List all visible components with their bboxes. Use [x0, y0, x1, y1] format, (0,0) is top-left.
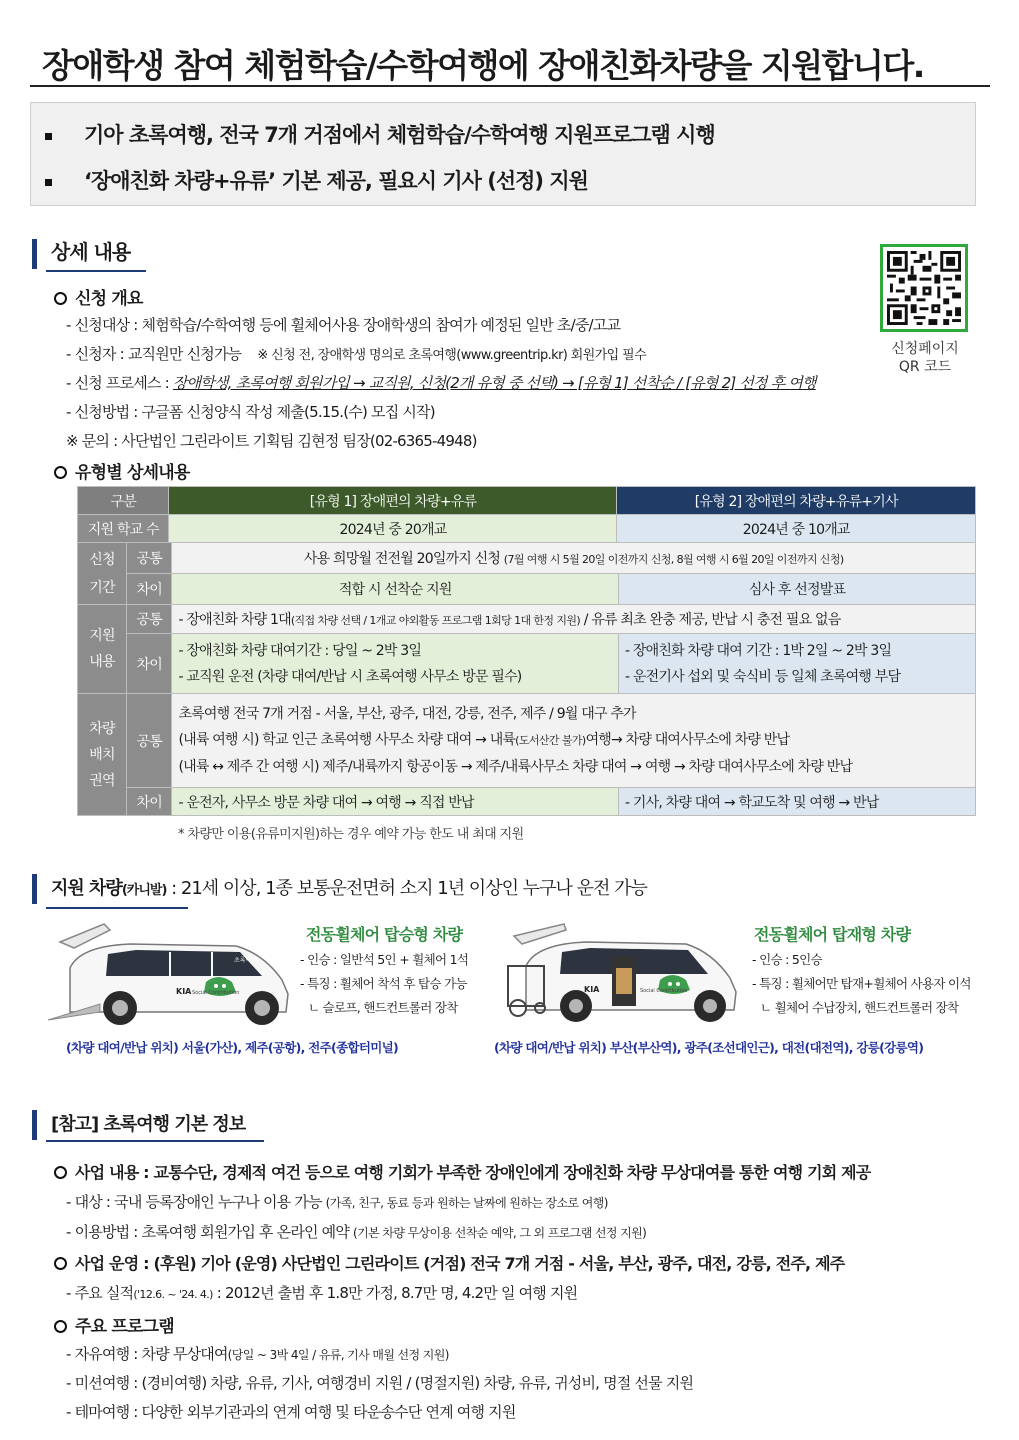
section-bar: [32, 874, 37, 904]
section-underline: [46, 1140, 264, 1142]
program-mission-trip: - 미션여행 : (경비여행) 차량, 유류, 기사, 여행경비 지원 / (명절지원) 차량, 유류, 귀성비, 명절 선물 지원: [66, 1374, 694, 1392]
vehicle-boarding-type-image: [40, 920, 300, 1030]
section-bar: [32, 1110, 37, 1140]
table-row-area-diff: 차이 - 운전자, 사무소 방문 차량 대여 → 여행 → 직접 반납 - 기사, 차량 대여 → 학교도착 및 여행 → 반납: [78, 788, 976, 816]
section-heading-detail: 상세 내용: [32, 236, 130, 269]
apply-contact: ※ 문의 : 사단법인 그린라이트 기획팀 김현정 팀장(02-6365-4948): [66, 432, 477, 450]
type-detail-table-body: [77, 542, 976, 816]
section-underline: [46, 907, 188, 909]
header-type2: [유형 2] 장애편의 차량+유류+기사: [617, 487, 976, 515]
support-label: 지원 내용: [78, 605, 127, 694]
header-type1: [유형 1] 장애편의 차량+유류: [169, 487, 617, 515]
circle-bullet-icon: [54, 1257, 67, 1270]
circle-bullet-icon: [54, 292, 67, 305]
car-brand-text: KIA: [176, 987, 192, 996]
vehicle-loading-type-image: [500, 916, 750, 1026]
summary-item: ‘장애친화 차량+유류’ 기본 제공, 필요시 기사 (선정) 지원: [45, 165, 588, 195]
title-divider: [30, 85, 990, 87]
page-title: 장애학생 참여 체험학습/수학여행에 장애친화차량을 지원합니다.: [42, 46, 924, 85]
type-detail-table: [77, 486, 976, 543]
car-brand-text: KIA: [584, 985, 600, 994]
reference-programs-heading: 주요 프로그램: [54, 1312, 174, 1337]
table-header-row: [78, 487, 976, 515]
reference-business: 사업 내용 : 교통수단, 경제적 여건 등으로 여행 기회가 부족한 장애인에게 장애친화 차량 무상대여를 통한 여행 기회 제공: [54, 1160, 870, 1183]
vehicle1-specs: - 인승 : 일반석 5인 + 휠체어 1석 - 특징 : 휠체어 착석 후 탑승 가능 ㄴ 슬로프, 핸드컨트롤러 장착: [300, 952, 469, 1015]
period-label: 신청 기간: [78, 543, 127, 605]
section-underline: [46, 270, 146, 272]
apply-method: - 신청방법 : 구글폼 신청양식 작성 제출(5.15.(수) 모집 시작): [66, 403, 435, 421]
table-row-period-common: 신청 기간 공통 사용 희망월 전전월 20일까지 신청 (7월 여행 시 5월 20일 이전까지 신청, 8월 여행 시 6월 20일 이전까지 신청): [78, 543, 976, 574]
vehicle2-name: 전동휠체어 탑재형 차량: [754, 925, 911, 944]
car-tag-text: Social Contribution: [192, 990, 240, 996]
qr-caption: 신청페이지 QR 코드: [891, 341, 959, 375]
qr-code[interactable]: [880, 244, 968, 332]
apply-process: - 신청 프로세스 : 장애학생, 초록여행 회원가입 → 교직원, 신청(2개 유형 중 선택) → [유형 1] 선착순 / [유형 2] 선정 후 여행: [66, 374, 816, 392]
reference-usage: - 이용방법 : 초록여행 회원가입 후 온라인 예약 (기본 차량 무상이용 선착순 예약, 그 외 프로그램 선정 지원): [66, 1223, 647, 1241]
circle-bullet-icon: [54, 466, 67, 479]
bullet-icon: [45, 133, 52, 140]
summary-box: [30, 102, 976, 206]
summary-item: 기아 초록여행, 전국 7개 거점에서 체험학습/수학여행 지원프로그램 시행: [45, 119, 715, 149]
table-row-support-common: 지원 내용 공통 - 장애친화 차량 1대(직접 차량 선택 / 1개교 야외활동 프로그램 1회당 1대 한정 지원) / 유류 최초 완충 제공, 반납 시 충전 필요 없음: [78, 605, 976, 634]
table-row-support-diff: 차이 - 장애친화 차량 대여기간 : 당일 ~ 2박 3일 - 교직원 운전 (차량 대여/반납 시 초록여행 사무소 방문 필수) - 장애친화 차량 대여 기간 : 1박 2일 ~ 2박 3일 - 운전기사 섭외 및 숙식비 등 일체 초록여행 부담: [78, 634, 976, 694]
vehicle1-locations: (차량 대여/반납 위치) 서울(가산), 제주(공항), 전주(종합터미널): [66, 1040, 398, 1055]
reference-operation: 사업 운영 : (후원) 기아 (운영) 사단법인 그린라이트 (거점) 전국 7개 거점 - 서울, 부산, 광주, 대전, 강릉, 전주, 제주: [54, 1251, 844, 1274]
program-theme-trip: - 테마여행 : 다양한 외부기관과의 연계 여행 및 타운송수단 연계 여행 지원: [66, 1403, 516, 1421]
circle-bullet-icon: [54, 1166, 67, 1179]
table-row-schools: 지원 학교 수 2024년 중 20개교 2024년 중 10개교: [78, 515, 976, 543]
table-row-period-diff: 차이 적합 시 선착순 지원 심사 후 선정발표: [78, 574, 976, 605]
apply-applicant: - 신청자 : 교직원만 신청가능 ※ 신청 전, 장애학생 명의로 초록여행(www.greentrip.kr) 회원가입 필수: [66, 345, 647, 363]
subheading-apply: 신청 개요: [54, 284, 143, 309]
car-badge-text: 초록여행: [234, 957, 258, 964]
qr-code-icon: [887, 251, 961, 325]
table-row-area-common: 차량 배치 권역 공통 초록여행 전국 7개 거점 - 서울, 부산, 광주, 대전, 강릉, 전주, 제주 / 9월 대구 추가 (내륙 여행 시) 학교 인근 초록여행 사무소 차량 대여 → 내륙(도서산간 불가)여행→ 차량 대여사무소에 차량 반납 (내륙 ↔ 제주 간 여행 시) 제주/내륙까지 항공이동 → 제주/내륙사무소 차량 대여 → 여행 → 차량 대여사무소에 차량 반납: [78, 694, 976, 788]
table-footnote: * 차량만 이용(유류미지원)하는 경우 예약 가능 한도 내 최대 지원: [178, 827, 524, 842]
car-tag-text: Social Contribution: [640, 988, 688, 994]
reference-target: - 대상 : 국내 등록장애인 누구나 이용 가능 (가족, 친구, 동료 등과 원하는 날짜에 원하는 장소로 여행): [66, 1193, 608, 1211]
program-free-trip: - 자유여행 : 차량 무상대여(당일 ~ 3박 4일 / 유류, 기사 매월 선정 지원): [66, 1345, 449, 1363]
vehicle1-name: 전동휠체어 탑승형 차량: [306, 925, 463, 944]
bullet-icon: [45, 179, 52, 186]
area-label: 차량 배치 권역: [78, 694, 127, 816]
circle-bullet-icon: [54, 1320, 67, 1333]
subheading-type-detail: 유형별 상세내용: [54, 458, 189, 483]
vehicle2-specs: - 인승 : 5인승 - 특징 : 휠체어만 탑재+휠체어 사용자 이석 ㄴ 휠체어 수납장치, 핸드컨트롤러 장착: [752, 952, 971, 1015]
section-heading-reference: [참고] 초록여행 기본 정보: [32, 1110, 245, 1140]
reference-results: - 주요 실적('12.6. ~ '24. 4.) : 2012년 출범 후 1.8만 가정, 8.7만 명, 4.2만 일 여행 지원: [66, 1284, 578, 1302]
section-bar: [32, 239, 37, 269]
apply-target: - 신청대상 : 체험학습/수학여행 등에 휠체어사용 장애학생의 참여가 예정된 일반 초/중/고교: [66, 316, 621, 334]
vehicle2-locations: (차량 대여/반납 위치) 부산(부산역), 광주(조선대인근), 대전(대전역), 강릉(강릉역): [494, 1040, 924, 1055]
section-heading-vehicles: 지원 차량(카니발) : 21세 이상, 1종 보통운전면허 소지 1년 이상인 누구나 운전 가능: [32, 874, 647, 904]
header-category: 구분: [78, 487, 169, 515]
